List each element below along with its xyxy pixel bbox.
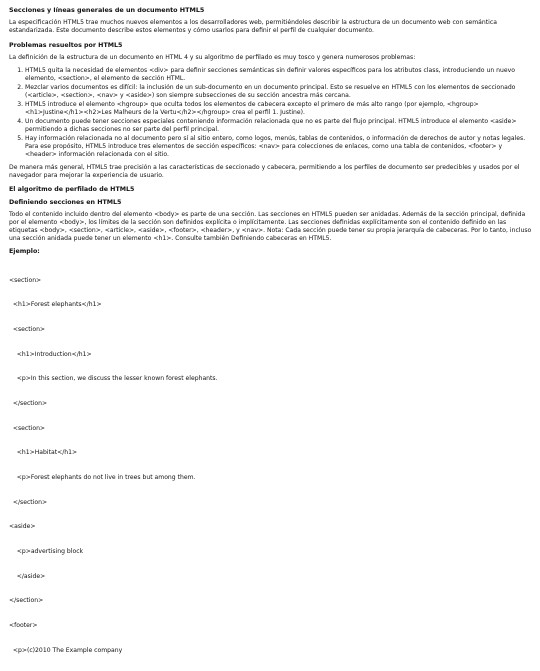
code-line: <h1>Habitat</h1> [9, 449, 78, 457]
algorithm-heading: El algoritmo de perfilado de HTML5 [9, 186, 135, 194]
sections-paragraph: Todo el contenido incluido dentro del elemento <body> es parte de una sección. Las secciones en HTML5 pueden ser anidadas. Además de la sección principal, definida por el elemento <body>, los límites de la sección son definidos explícita o implícitamente. Las secciones definidas explícitamente son el contenido definido en las etiquetas <body>, <section>, <article>, <aside>, <footer>, <header>, y <nav>. Nota: Cada sección puede tener su propia jerarquía de cabeceras. Por lo tanto, incluso una sección anidada puede tener un elemento <h1>. Consulte también Definiendo cabeceras en HTML5. [9, 210, 532, 242]
problems-outro: De manera más general, HTML5 trae precisión a las características de seccionado y cabecera, permitiendo a los perfiles de documento ser predecibles y usados por el navegador para mejorar la experiencia de usuario. [9, 164, 520, 180]
code-line: <p>(c)2010 The Example company [9, 646, 123, 654]
code-example [9, 260, 532, 671]
sections-heading: Definiendo secciones en HTML5 [9, 198, 122, 206]
example-heading: Ejemplo: [9, 247, 40, 255]
code-line: </section> [9, 399, 48, 407]
list-item: 4. Un documento puede tener secciones especiales conteniendo información relacionada que no es parte del flujo principal. HTML5 introduce el elemento <aside> permitiendo a dichas secciones no ser parte del perfil principal. [25, 118, 532, 134]
problems-heading: Problemas resueltos por HTML5 [9, 41, 123, 49]
code-line: <section> [9, 276, 42, 284]
code-line: </section> [9, 597, 44, 605]
list-item: 5. Hay información relacionada no al documento pero sí al sitio entero, como logos, menús, tablas de contenidos, o información de derechos de autor y notas legales. Para ese propósito, HTML5 introduce tres elementos de sección específicos: <nav> para colecciones de enlaces, como una tabla de contenidos, <footer> y <header> información relacionada con el sitio. [25, 135, 532, 159]
page-title: Secciones y líneas generales de un documento HTML5 [9, 6, 205, 14]
intro-paragraph: La especificación HTML5 trae muchos nuevos elementos a los desarrolladores web, permitiéndoles describir la estructura de un documento web con semántica estandarizada. Este documento describe estos elementos y cómo usarlos para definir el perfil de cualquier documento. [9, 19, 497, 35]
code-line: <p>In this section, we discuss the lesser known forest elephants. [9, 375, 218, 383]
code-line: </section> [9, 498, 48, 506]
code-line: <footer> [9, 621, 38, 629]
problems-intro: La definición de la estructura de un documento en HTML 4 y su algoritmo de perfilado es muy tosco y genera numerosos problemas: [9, 53, 416, 61]
code-line: </aside> [9, 572, 46, 580]
code-line: <section> [9, 326, 46, 334]
code-line: <section> [9, 424, 46, 432]
code-line: <p>advertising block [9, 547, 84, 555]
list-item: 2. Mezclar varios documentos es difícil: la inclusión de un sub-documento en un documento principal. Esto se resuelve en HTML5 con los elementos de seccionado (<article>, <section>, <nav> y <aside>) son siempre subsecciones de su sección ancestra más cercana. [25, 84, 532, 100]
list-item: 1. HTML5 quita la necesidad de elementos <div> para definir secciones semánticas sin definir valores específicos para los atributos class, introduciendo un nuevo elemento, <section>, el elemento de sección HTML. [25, 67, 532, 83]
code-line: <p>Forest elephants do not live in trees but among them. [9, 473, 196, 481]
code-line: <aside> [9, 523, 36, 531]
problems-list [9, 67, 532, 159]
code-line: <h1>Introduction</h1> [9, 350, 92, 358]
list-item: 3. HTML5 introduce el elemento <hgroup> que oculta todos los elementos de cabecera excepto el primero de más alto rango (por ejemplo, <hgroup><h1>Justine</h1><h2>Les Malheurs de la Vertu</h2></hgroup> crea el perfil 1. Justine). [25, 101, 532, 117]
code-line: <h1>Forest elephants</h1> [9, 301, 102, 309]
